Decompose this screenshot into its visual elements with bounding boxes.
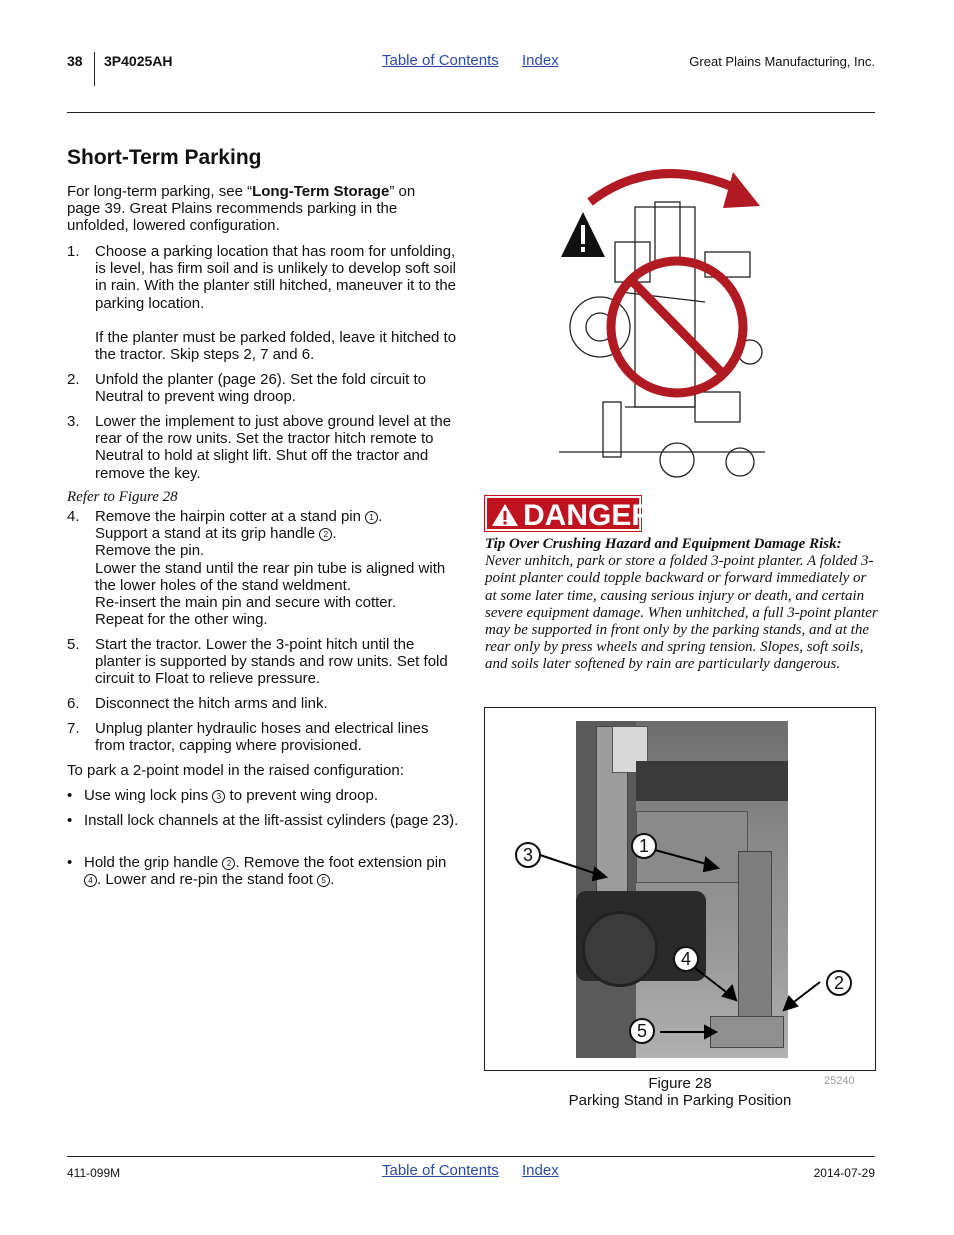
doc-number: 411-099M (67, 1166, 121, 1180)
bullet-text: . Lower and re-pin the stand foot (97, 871, 318, 889)
hazard-text: Never unhitch, park or store a folded 3-point planter. A folded 3-point planter could topple backward or forward immediately or at some later time, causing serious injury or death, and certain severe equipment damage. When unhitched, a full 3-point planter may be supported in front only by the parking stands, and at the rear only by press wheels and spring tension. Slopes, soft soils, and soils later softened by rain are particularly dangerous. (485, 553, 878, 673)
danger-triangle-icon (491, 503, 519, 527)
toolbar-shadow (636, 761, 788, 801)
step-text: Re-insert the main pin and secure with cotter. (95, 594, 396, 612)
header-rule (67, 112, 875, 113)
bullet-dot: • (67, 812, 73, 829)
callout-arrows (500, 820, 860, 1050)
step-number: 1. (67, 243, 80, 260)
callout-2-marker: 2 (319, 528, 332, 541)
bullet-text: Hold the grip handle (84, 854, 223, 871)
arrow-head (723, 172, 760, 208)
step-text: Remove the pin. (95, 542, 205, 560)
header-divider (94, 52, 95, 86)
callout-2: 2 (826, 970, 852, 996)
footer-index-link[interactable]: Index (522, 1162, 559, 1179)
bullet-text: Install lock channels at the lift-assist cylinders (page 23). (84, 812, 459, 829)
two-point-intro: To park a 2-point model in the raised configuration: (67, 762, 404, 779)
hazard-title: Tip Over Crushing Hazard and Equipment Damage Risk: (485, 536, 842, 552)
callout-5: 5 (629, 1018, 655, 1044)
callout-1: 1 (631, 833, 657, 859)
step-text: Choose a parking location that has room for unfolding, is level, has firm soil and is unlikely to develop soft soil in rain. With the planter still hitched, maneuver it to the parking location. (95, 243, 457, 312)
header-toc-link[interactable]: Table of Contents (382, 52, 499, 69)
folded-planter-prohibited-illustration (555, 162, 770, 484)
step-number: 6. (67, 695, 80, 712)
step-note: If the planter must be parked folded, leave it hitched to the tractor. Skip steps 2, 7 and 6. (95, 328, 457, 364)
bullet-3 (67, 854, 459, 888)
step-text: Lower the stand until the rear pin tube is aligned with the lower holes of the stand weldment. (95, 559, 446, 594)
punct: . (378, 508, 383, 525)
step-text: Lower the implement to just above ground level at the rear of the row units. Set the tractor hitch remote to Neutral to hold at slight lift. Shut off the tractor and remove the key. (95, 413, 452, 482)
intro-text: For long-term parking, see “ (67, 183, 253, 200)
callout-4: 4 (673, 946, 699, 972)
danger-message (485, 536, 880, 674)
bullet-1 (67, 787, 459, 804)
page-number: 38 (67, 53, 83, 69)
punct: . (332, 525, 337, 543)
doc-date: 2014-07-29 (813, 1166, 875, 1180)
callout-2-marker: 2 (222, 857, 235, 870)
callout-3-marker: 3 (212, 790, 225, 803)
step-6 (67, 695, 459, 712)
step-text: Repeat for the other wing. (95, 611, 268, 629)
header-index-link[interactable]: Index (522, 52, 559, 69)
footer-rule (67, 1156, 875, 1157)
bullet-text: . Remove the foot extension pin (235, 854, 447, 871)
step-5 (67, 636, 459, 688)
bullet-text: . (330, 871, 335, 889)
callout-1-marker: 1 (365, 511, 378, 524)
long-term-storage-ref: Long-Term Storage (252, 183, 390, 200)
callout-5-marker: 5 (317, 874, 330, 887)
bullet-dot: • (67, 854, 73, 871)
danger-word: DANGER (523, 499, 654, 532)
step-text: Remove the hairpin cotter at a stand pin (95, 508, 366, 525)
step-3 (67, 413, 459, 482)
company-name: Great Plains Manufacturing, Inc. (689, 54, 875, 69)
callout-3: 3 (515, 842, 541, 868)
section-title: Short-Term Parking (67, 146, 262, 169)
step-2 (67, 371, 459, 405)
rotation-arrow (590, 174, 740, 202)
model-number: 3P4025AH (104, 53, 173, 69)
step-4 (67, 508, 459, 628)
danger-label (485, 496, 654, 532)
figure-reference: Refer to Figure 28 (67, 489, 178, 505)
image-id: 25240 (824, 1075, 855, 1087)
bullet-text: to prevent wing droop. (225, 787, 378, 804)
footer-toc-link[interactable]: Table of Contents (382, 1162, 499, 1179)
step-1 (67, 243, 459, 363)
bullet-2 (67, 812, 459, 829)
step-text: Support a stand at its grip handle (95, 525, 320, 543)
step-text: Start the tractor. Lower the 3-point hitch until the planter is supported by stands and row units. Set fold circuit to Float to relieve pressure. (95, 636, 448, 688)
step-number: 5. (67, 636, 80, 653)
step-text: Unplug planter hydraulic hoses and electrical lines from tractor, capping where provisioned. (95, 720, 429, 755)
prohibition-slash (631, 280, 723, 374)
step-number: 3. (67, 413, 80, 430)
step-number: 2. (67, 371, 80, 388)
intro-paragraph (67, 183, 447, 235)
bullet-dot: • (67, 787, 73, 804)
figure-number: Figure 28 (648, 1075, 712, 1092)
callout-4-marker: 4 (84, 874, 97, 887)
figure-title: Parking Stand in Parking Position (568, 1092, 792, 1109)
step-text: Unfold the planter (page 26). Set the fold circuit to Neutral to prevent wing droop. (95, 371, 427, 406)
bullet-text: Use wing lock pins (84, 787, 213, 804)
step-text: Disconnect the hitch arms and link. (95, 695, 328, 712)
figure-caption (484, 1075, 876, 1109)
step-number: 7. (67, 720, 80, 737)
step-7 (67, 720, 459, 754)
step-number: 4. (67, 508, 80, 525)
intro-text-end: ” on page 39. Great Plains recommends parking in the unfolded, lowered configuration. (67, 183, 416, 235)
